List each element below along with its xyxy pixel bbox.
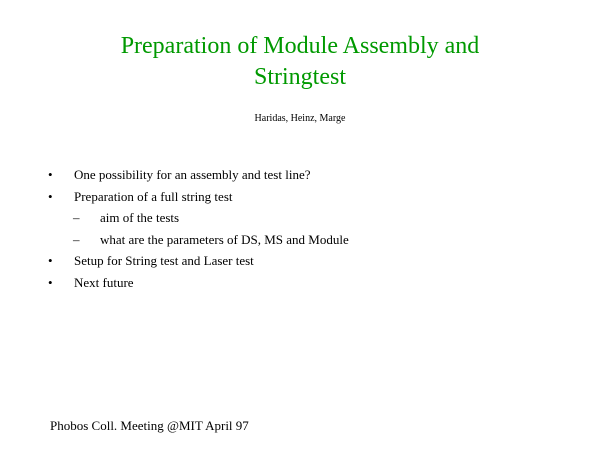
slide-title-line-1: Preparation of Module Assembly and — [120, 33, 480, 59]
sub-bullet-item — [48, 207, 568, 229]
bullet-item — [48, 272, 568, 294]
sub-bullet-text: what are the parameters of DS, MS and Module — [100, 231, 349, 247]
dash-marker: – — [73, 210, 80, 226]
bullet-text: Preparation of a full string test — [74, 188, 233, 204]
slide-title-line-2: Stringtest — [253, 64, 346, 90]
slide-title — [50, 31, 550, 93]
bullet-text: Next future — [74, 274, 134, 290]
bullet-marker: • — [48, 253, 53, 269]
bullet-text: Setup for String test and Laser test — [74, 253, 254, 269]
sub-bullet-text: aim of the tests — [100, 210, 180, 226]
bullet-marker: • — [48, 188, 53, 204]
bullet-marker: • — [48, 167, 53, 182]
bullet-item — [48, 186, 568, 208]
authors: Haridas, Heinz, Marge — [254, 113, 346, 124]
footer-text: Phobos Coll. Meeting @MIT April 97 — [50, 418, 249, 433]
bullet-marker: • — [48, 274, 53, 290]
sub-bullet-item — [48, 229, 568, 251]
bullet-list — [48, 164, 568, 294]
bullet-item — [48, 250, 568, 272]
bullet-item — [48, 164, 568, 186]
bullet-text: One possibility for an assembly and test line? — [74, 167, 311, 182]
dash-marker: – — [73, 231, 80, 247]
